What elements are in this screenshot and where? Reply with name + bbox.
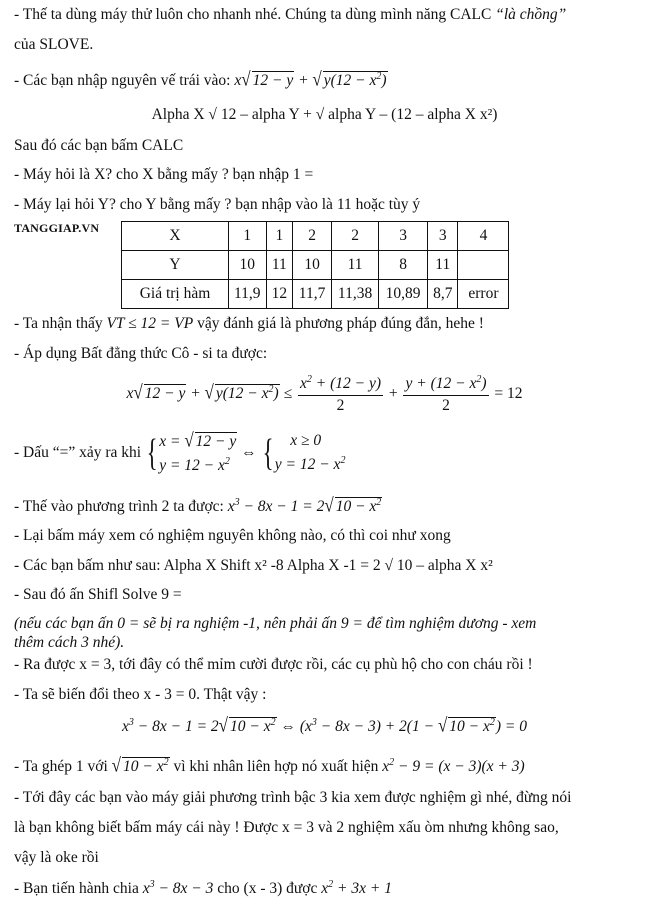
table-cell: 10,89 — [379, 280, 428, 309]
line-12 — [14, 496, 382, 517]
text: vậy đánh giá là phương pháp đúng đắn, hehe ! — [193, 315, 484, 332]
line-22: - Tới đây các bạn vào máy giải phương trình bậc 3 kia xem được nghiệm gì nhé, đừng nói — [14, 789, 572, 806]
value-table — [121, 221, 509, 309]
table-cell: 3 — [428, 222, 458, 251]
line-9: - Áp dụng Bất đẳng thức Cô - si ta được: — [14, 345, 268, 362]
line-21: - Ta ghép 1 với √ $10 - x^2$ vì khi nhân liên hợp nó xuất hiện $x^2 - 9 = (x - 3)(x + 3)$ — [14, 754, 525, 777]
table-cell: 11,38 — [332, 280, 379, 309]
line-11: - Dấu “=” xảy ra khi { x = √ 12 − y $y = 12 - x^2$ ⇔ { x ≥ 0 $y = 12 - x^2$ — [14, 429, 346, 475]
table-cell — [458, 251, 509, 280]
table-row — [122, 280, 509, 309]
line-5: Sau đó các bạn bấm CALC — [14, 137, 184, 154]
line-24: vậy là oke rồi — [14, 849, 99, 866]
formula-left-side: x√ 12 − y + √ $y(12 - x^2)$ — [234, 68, 387, 91]
am-gm-formula: x√ 12 − y + √ $y(12 - x^2)$ ≤ $\frac{x^2 + (12 - y)}{2}$ + $\frac{y + (12 - x^2)}{2}$ = 12 — [126, 374, 523, 414]
text: - Thế ta dùng máy thử luôn cho nhanh nhé. Chúng ta dùng mình năng CALC — [14, 6, 496, 23]
text: - Các bạn nhập nguyên vế trái vào: — [14, 72, 235, 89]
line-17: thêm cách 3 nhé). — [14, 634, 125, 651]
table-cell: 11 — [332, 251, 379, 280]
table-cell: 1 — [266, 222, 293, 251]
line-6: - Máy hỏi là X? cho X bằng mấy ? bạn nhập 1 = — [14, 166, 314, 183]
line-18: - Ra được x = 3, tới đây có thể mỉm cười được rồi, các cụ phù hộ cho con cháu rồi ! — [14, 656, 533, 673]
line-14: - Các bạn bấm như sau: Alpha X Shift x² -8 Alpha X -1 = 2 √ 10 – alpha X x² — [14, 557, 493, 574]
calc-keys-line: Alpha X √ 12 – alpha Y + √ alpha Y – (12 – alpha X x²) — [151, 106, 498, 123]
table-cell: 3 — [379, 222, 428, 251]
table-cell: Giá trị hàm — [122, 280, 229, 309]
text: vì khi nhân liên hợp nó xuất hiện — [173, 758, 383, 775]
watermark-logo: TANGGIAP.VN — [14, 221, 100, 235]
equation-2: $x^3 - 8x - 1 = 2√$ $10 - x^2$ — [227, 494, 382, 517]
text: - Bạn tiến hành chia — [14, 880, 143, 897]
table-cell: 12 — [266, 280, 293, 309]
table-cell: 1 — [229, 222, 267, 251]
table-cell: 2 — [332, 222, 379, 251]
line-19: - Ta sẽ biến đổi theo x - 3 = 0. Thật vậy : — [14, 686, 267, 703]
line-25: - Bạn tiến hành chia $x^3 - 8x - 3$ cho (x - 3) được $x^2 + 3x + 1$ — [14, 879, 392, 897]
table-cell: 10 — [293, 251, 332, 280]
text: - Ta nhận thấy — [14, 315, 107, 332]
table-cell: 10 — [229, 251, 267, 280]
text: - Ta ghép 1 với — [14, 758, 112, 775]
transform-formula: $x^3 - 8x - 1 = 2√$ $10 - x^2$ ⇔ $(x^3 - 8x - 3) + 2(1$ − √ $10 - x^2) = 0$ — [122, 714, 527, 737]
table-cell: 8 — [379, 251, 428, 280]
line-23: là bạn không biết bấm máy cái này ! Được x = 3 và 2 nghiệm xấu òm nhưng không sao, — [14, 819, 559, 836]
table-cell: 11 — [428, 251, 458, 280]
table-cell: error — [458, 280, 509, 309]
text: - Dấu “=” xảy ra khi — [14, 443, 145, 461]
line-7: - Máy lại hỏi Y? cho Y bằng mấy ? bạn nhập vào là 11 hoặc tùy ý — [14, 196, 421, 213]
table-cell: X — [122, 222, 229, 251]
table-cell: 11,9 — [229, 280, 267, 309]
line-1 — [14, 6, 566, 25]
text: - Thế vào phương trình 2 ta được: — [14, 498, 228, 515]
inequality: VT ≤ 12 = VP — [106, 315, 194, 332]
line-16: (nếu các bạn ấn 0 = sẽ bị ra nghiệm -1, nên phải ấn 9 = để tìm nghiệm dương - xem — [14, 615, 537, 632]
text: cho (x - 3) được — [217, 880, 322, 897]
line-2: của SLOVE. — [14, 36, 94, 53]
line-13: - Lại bấm máy xem có nghiệm nguyên không nào, có thì coi như xong — [14, 527, 451, 544]
italic-quote: “là chồng” — [495, 6, 567, 23]
line-15: - Sau đó ấn Shifl Solve 9 = — [14, 586, 182, 603]
table-row — [122, 222, 509, 251]
line-3 — [14, 70, 388, 91]
table-cell: 11 — [266, 251, 293, 280]
table-cell: Y — [122, 251, 229, 280]
table-row — [122, 251, 509, 280]
table-cell: 8,7 — [428, 280, 458, 309]
table-cell: 4 — [458, 222, 509, 251]
table-cell: 2 — [293, 222, 332, 251]
table-cell: 11,7 — [293, 280, 332, 309]
line-8 — [14, 315, 484, 334]
